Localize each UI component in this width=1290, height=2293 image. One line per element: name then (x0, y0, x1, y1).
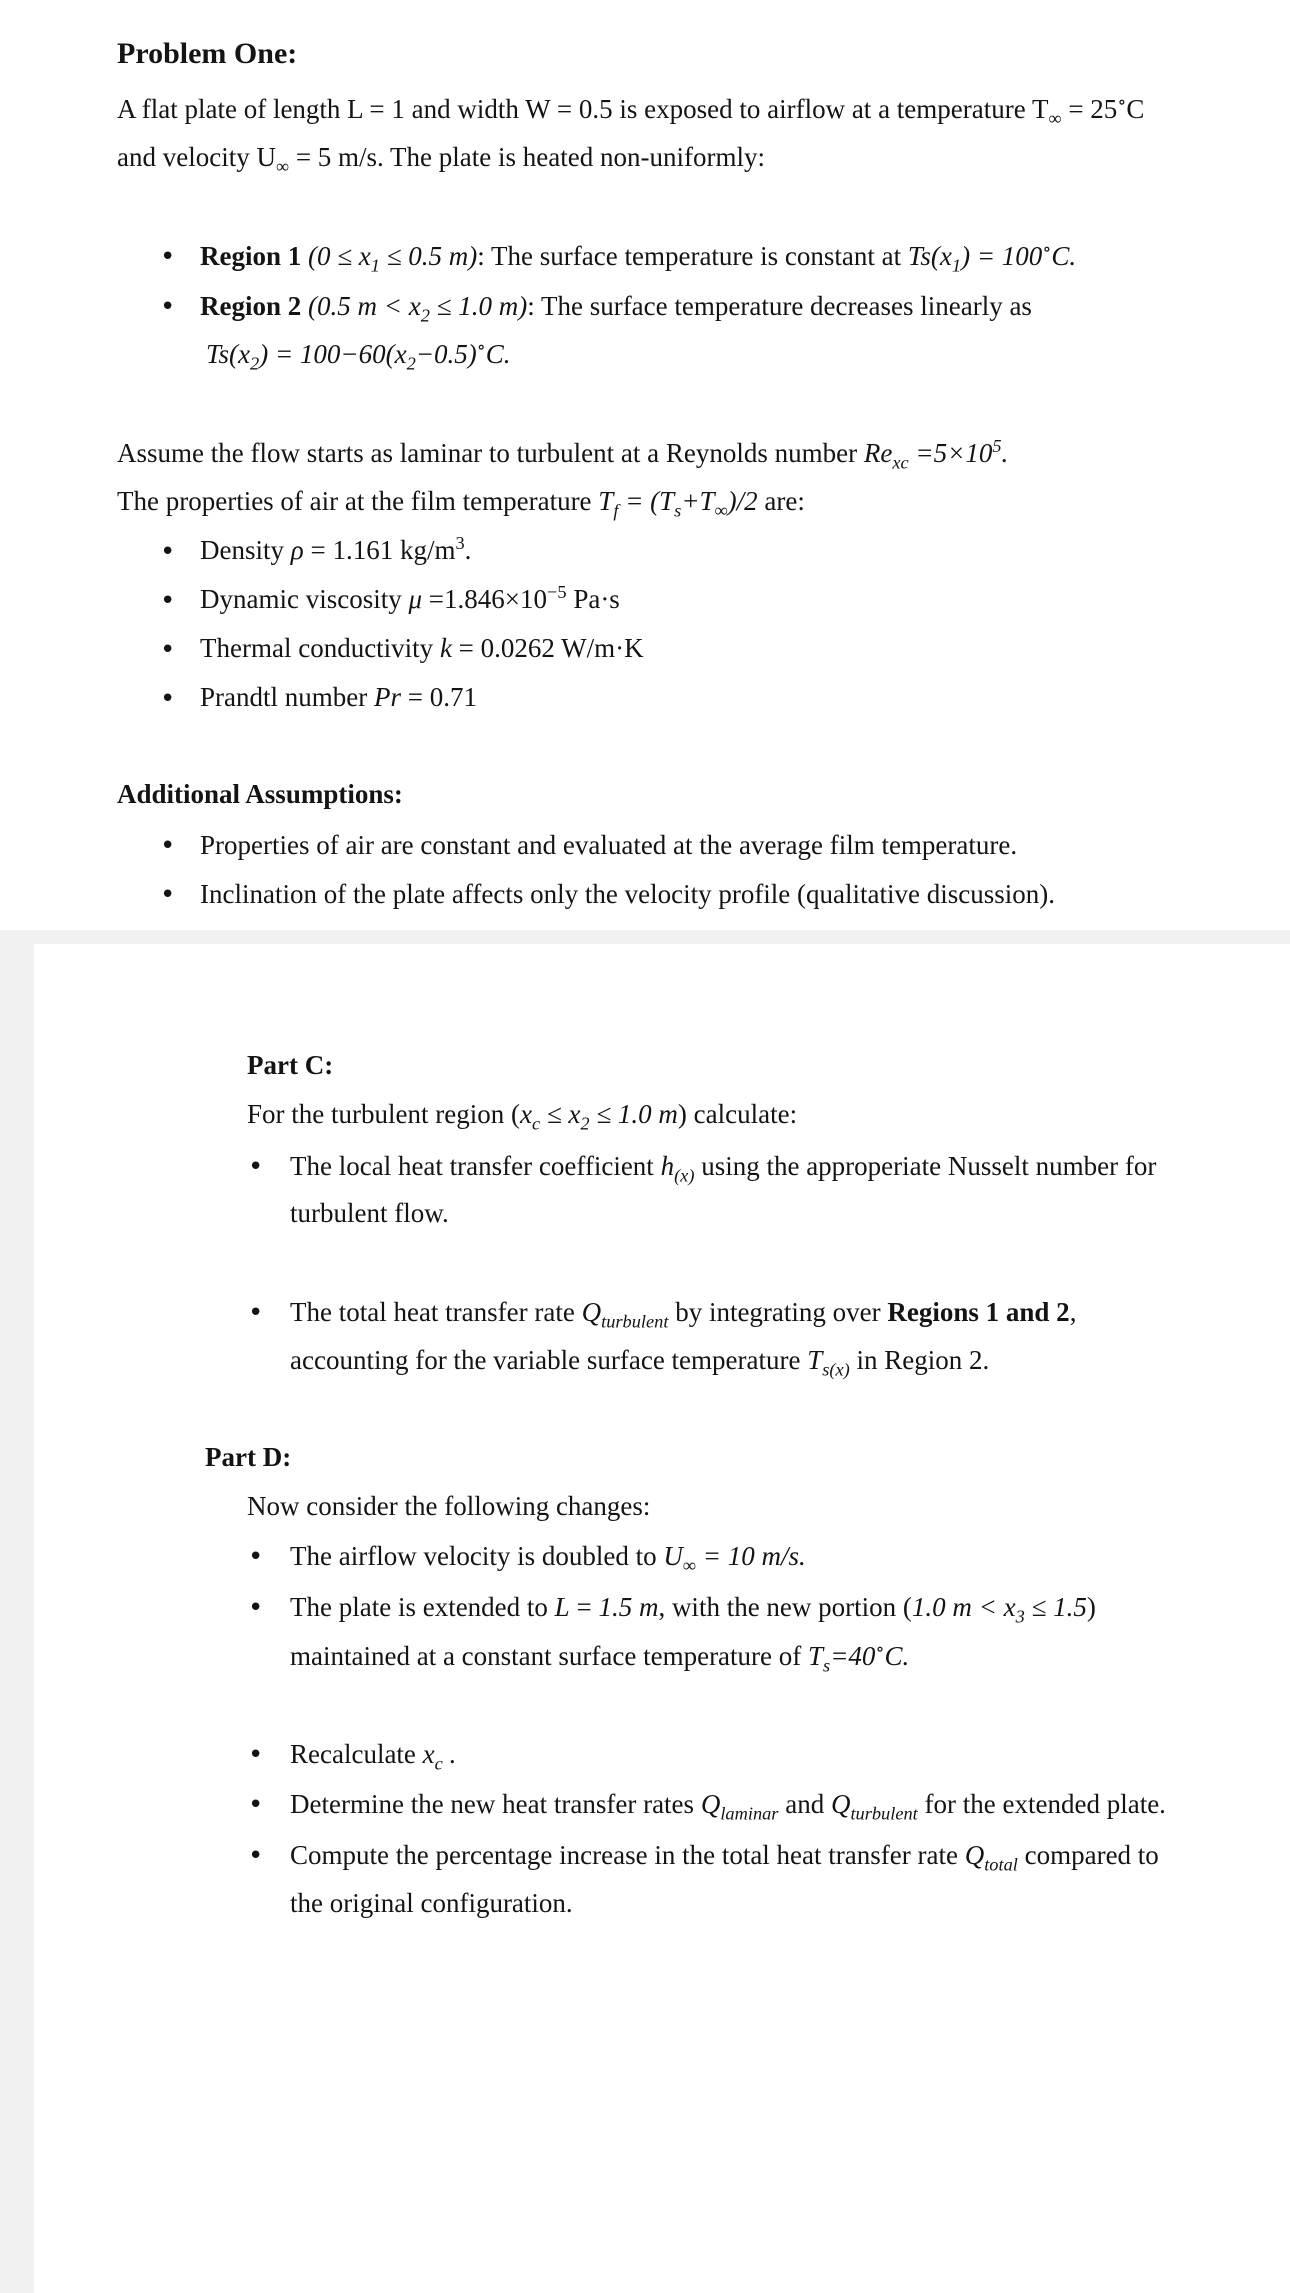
additional-assumption-1: Properties of air are constant and evaluated at the average film temperature. (200, 830, 1018, 860)
property-density: Density ρ = 1.161 $kg/m^3$. (200, 533, 472, 565)
part-c-item-1-line-2: turbulent flow. (290, 1198, 449, 1228)
bullet-glyph: • (160, 586, 176, 616)
bullet-glyph: • (248, 1542, 264, 1572)
part-d-change-2-line-2: maintained at a constant surface temperature of $T_s=40^\circ C$. (290, 1639, 910, 1676)
part-c-intro: For the turbulent region ($x_c \le x_2 \le 1.0$ m) calculate: (247, 1099, 798, 1134)
region-2-line-1: Region 2 (0.5 $m < x_2 \le 1.0$ m): The surface temperature decreases linearly as (200, 291, 1032, 326)
additional-assumption-2: Inclination of the plate affects only the velocity profile (qualitative discussion). (200, 879, 1055, 909)
part-d-change-1: The airflow velocity is doubled to $U_\infty = 10$ m/s. (290, 1541, 806, 1576)
region-1-line: Region 1 ($0 \le x_1 \le 0.5$ m): The surface temperature is constant at $Ts(x_1) = 100^\circ C$. (200, 239, 1077, 276)
part-c-item-1-line-1: The local heat transfer coefficient $h_{(x)}$ using the approperiate Nusselt number for (290, 1151, 1157, 1186)
part-d-task-1: Recalculate $x_c$ . (290, 1739, 457, 1774)
part-d-task-3-line-2: the original configuration. (290, 1888, 573, 1918)
bullet-glyph: • (160, 684, 176, 714)
part-d-change-2-line-1: The plate is extended to L = 1.5 m, with the new portion (1.0 $m < x_3 \le 1.5$) (290, 1592, 1096, 1627)
region-2-formula: $Ts(x_2) = 100-60(x_2-0.5)^\circ C$. (206, 337, 511, 374)
bullet-glyph: • (160, 292, 176, 322)
part-c-title: Part C: (247, 1050, 334, 1080)
property-prandtl: Prandtl number Pr = 0.71 (200, 682, 477, 712)
bullet-glyph: • (160, 635, 176, 665)
bullet-glyph: • (248, 1298, 264, 1328)
bullet-glyph: • (248, 1841, 264, 1871)
assume-line-1: Assume the flow starts as laminar to turbulent at a Reynolds number $Re_{xc} =5\times 10^5$. (117, 436, 1009, 473)
part-d-task-2: Determine the new heat transfer rates $Q_{laminar}$ and $Q_{turbulent}$ for the extended plate. (290, 1789, 1166, 1824)
part-d-task-3-line-1: Compute the percentage increase in the total heat transfer rate $Q_{total}$ compared to (290, 1840, 1159, 1875)
intro-line-1: A flat plate of length L = 1 and width W = 0.5 is exposed to airflow at a temperature $T_\infty = 25^\circ C$ (117, 92, 1145, 129)
part-c-item-2-line-2: accounting for the variable surface temperature $T_{s(x)}$ in Region 2. (290, 1345, 990, 1380)
part-d-intro: Now consider the following changes: (247, 1491, 651, 1521)
additional-assumptions-title: Additional Assumptions: (117, 779, 403, 809)
property-conductivity: Thermal conductivity k = 0.0262 W/m·K (200, 633, 644, 663)
bullet-glyph: • (248, 1790, 264, 1820)
bullet-glyph: • (248, 1152, 264, 1182)
bullet-glyph: • (248, 1593, 264, 1623)
part-d-title: Part D: (205, 1442, 292, 1472)
bullet-glyph: • (160, 880, 176, 910)
bullet-glyph: • (160, 537, 176, 567)
bullet-glyph: • (160, 831, 176, 861)
bullet-glyph: • (248, 1740, 264, 1770)
problem-title: Problem One: (117, 37, 298, 70)
property-viscosity: Dynamic viscosity $\mu =1.846\times 10^{-5}$ Pa·s (200, 582, 620, 614)
part-c-item-2-line-1: The total heat transfer rate $Q_{turbulent}$ by integrating over Regions 1 and 2, (290, 1297, 1077, 1332)
bullet-glyph: • (160, 242, 176, 272)
assume-line-2: The properties of air at the film temperature $T_f = (T_s+T_\infty)/2$ are: (117, 486, 805, 521)
intro-line-2: and velocity $U_\infty = 5$ m/s. The plate is heated non-uniformly: (117, 142, 765, 177)
